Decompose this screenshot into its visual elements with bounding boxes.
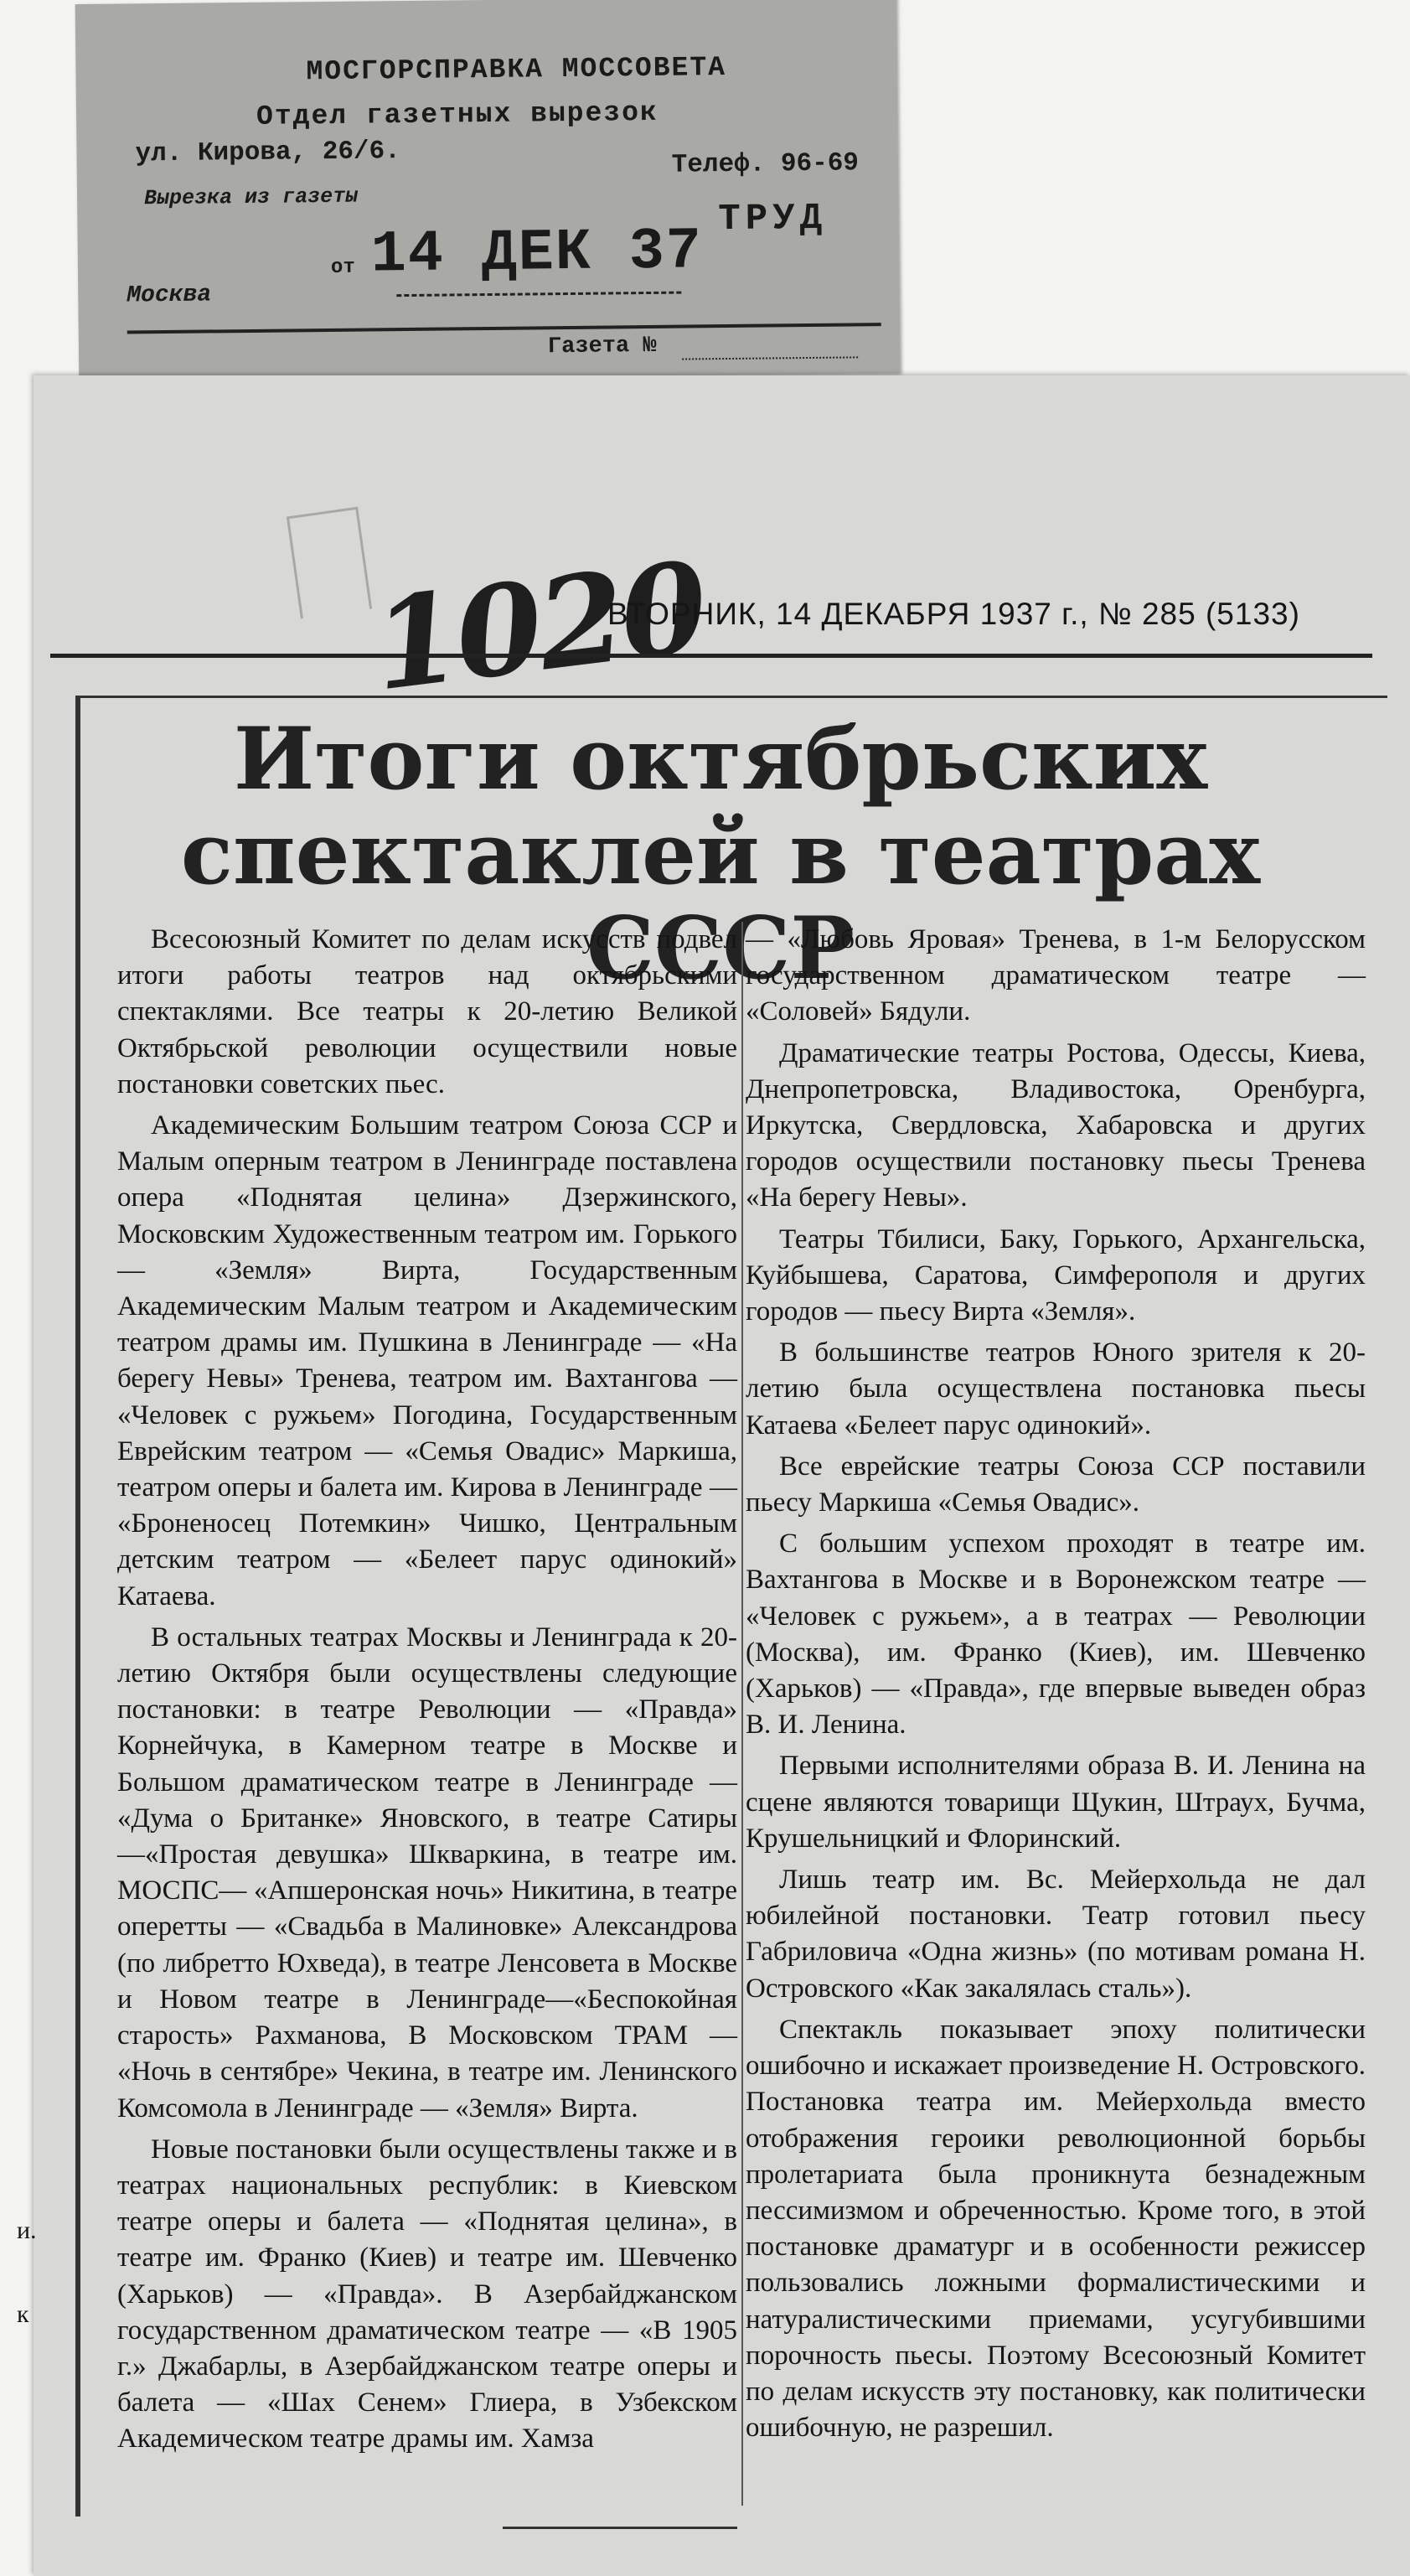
paragraph: — «Любовь Яровая» Тренева, в 1-м Белорусском государственном драматическом театре — «Соловей» Бядули. xyxy=(746,924,1366,1027)
paragraph: Драматические театры Ростова, Одессы, Киева, Днепропетровска, Владивостока, Оренбурга, Иркутска, Свердловска, Хабаровска и других городов осуществили постановку пьесы Тренева «На берегу Невы». xyxy=(746,1037,1366,1213)
margin-fragment: и. xyxy=(17,2216,37,2244)
pencil-mark xyxy=(287,507,372,619)
clipping-bureau-stamp xyxy=(75,0,901,381)
headline-line-2: спектаклей в театрах СССР xyxy=(180,804,1261,999)
header-rule xyxy=(50,654,1372,658)
paragraph: Лишь театр им. Вс. Мейерхольда не дал юбилейной постановки. Театр готовил пьесу Габриловича «Одна жизнь» (по мотивам романа Н. Островского «Как закалялась сталь»). xyxy=(746,1865,1366,2004)
stamp-organization: МОСГОРСПРАВКА МОССОВЕТА xyxy=(306,52,727,88)
paragraph: Все еврейские театры Союза ССР поставили пьесу Маркиша «Семья Овадис». xyxy=(746,1451,1366,1518)
paragraph: Новые постановки были осуществлены также и в театрах национальных республик: в Киевском театре оперы и балета — «Поднятая целина», в театре им. Франко (Киев) и театре им. Шевченко (Харьков) — «Правда». В Азербайджанском государственном драматическом театре — «В 1905 г.» Джабарлы, в Азербайджанском театре оперы и балета — «Шах Сенем» Глиера, в Узбекском Академическом театре драмы им. Хамза xyxy=(117,2134,737,2454)
article-right-column xyxy=(746,922,1366,2451)
stamp-from-label: от xyxy=(330,256,355,279)
stamp-phone: Телеф. 96-69 xyxy=(671,148,860,180)
stamp-clipping-label: Вырезка из газеты xyxy=(143,184,359,211)
stamp-department: Отдел газетных вырезок xyxy=(256,96,659,132)
paragraph: Первыми исполнителями образа В. И. Ленина на сцене являются товарищи Щукин, Штраух, Бучма, Крушельницкий и Флоринский. xyxy=(746,1751,1366,1854)
footer-rule xyxy=(503,2527,737,2529)
paragraph: С большим успехом проходят в театре им. Вахтангова в Москве и в Воронежском театре — «Человек с ружьем», а в театрах — Революции (Москва), им. Франко (Киев), им. Шевченко (Харьков) — «Правда», где впервые выведен образ В. И. Ленина. xyxy=(746,1529,1366,1741)
paragraph: Театры Тбилиси, Баку, Горького, Архангельска, Куйбышева, Саратова, Симферополя и других городов — пьесу Вирта «Земля». xyxy=(746,1223,1366,1327)
column-divider xyxy=(741,922,743,2506)
stamp-date: 14 ДЕК 37 xyxy=(370,219,704,289)
stamp-divider xyxy=(127,323,881,334)
stamp-address: ул. Кирова, 26/6. xyxy=(135,137,400,169)
margin-fragment: к xyxy=(17,2300,29,2328)
issue-dateline: ВТОРНИК, 14 ДЕКАБРЯ 1937 г., № 285 (5133) xyxy=(607,597,1300,631)
paragraph: Академическим Большим театром Союза ССР и Малым оперным театром в Ленинграде поставлена опера «Поднятая целина» Дзержинского, Московским Художественным театром им. Горького — «Земля» Вирта, Государственным Академическим Малым театром и Академическим театром драмы им. Пушкина в Ленинграде — «На берегу Невы» Тренева, театром им. Вахтангова — «Человек с ружьем» Погодина, Государственным Еврейским театром — «Семья Овадис» Маркиша, театром оперы и балета им. Кирова в Ленинграде — «Броненосец Потемкин» Чишко, Центральным детским театром — «Белеет парус одинокий» Катаева. xyxy=(117,1110,737,1611)
stamp-date-underline xyxy=(396,292,681,297)
stamp-gazette-dotted-line xyxy=(682,356,858,360)
stamp-newspaper-name: ТРУД xyxy=(718,197,828,241)
paragraph: Всесоюзный Комитет по делам искусств подвел итоги работы театров над октябрьскими спектаклями. Все театры к 20-летию Великой Октябрьской революции осуществили новые постановки советских пьес. xyxy=(117,924,737,1099)
paragraph: В остальных театрах Москвы и Ленинграда к 20-летию Октября были осуществлены следующие постановки: в театре Революции — «Правда» Корнейчука, в Камерном театре в Москве и Большом драматическом театре в Ленинграде — «Дума о Британке» Яновского, в театре Сатиры—«Простая девушка» Шкваркина, в театре им. МОСПС— «Апшеронская ночь» Никитина, в театре оперетты — «Свадьба в Малиновке» Александрова (по либретто Юхведа), в театре Ленсовета в Москве и Новом театре в Ленинграде—«Беспокойная старость» Рахманова, В Московском ТРАМ — «Ночь в сентябре» Чекина, в театре им. Ленинского Комсомола в Ленинграде — «Земля» Вирта. xyxy=(117,1622,737,2123)
stamp-gazette-label: Газета № xyxy=(547,333,657,360)
headline-line-1: Итоги октябрьских xyxy=(233,709,1208,810)
paragraph: В большинстве театров Юного зрителя к 20-летию была осуществлена постановка пьесы Катаева «Белеет парус одинокий». xyxy=(746,1337,1366,1441)
paragraph: Спектакль показывает эпоху политически ошибочно и искажает произведение Н. Островского. Постановка театра им. Мейерхольда вместо отображения героики революционной борьбы пролетариата была проникнута безнадежным пессимизмом и обреченностью. Кроме того, в этой постановке драматург и в особенности режиссер пользовались ложными формалистическими и натуралистическими приемами, усугубившими порочность пьесы. Поэтому Всесоюзный Комитет по делам искусств эту постановку, как политически ошибочную, не разрешил. xyxy=(746,2014,1366,2444)
stamp-city: Москва xyxy=(127,282,212,309)
handwritten-number: 1020 xyxy=(364,533,713,719)
article-left-column xyxy=(117,922,737,2463)
